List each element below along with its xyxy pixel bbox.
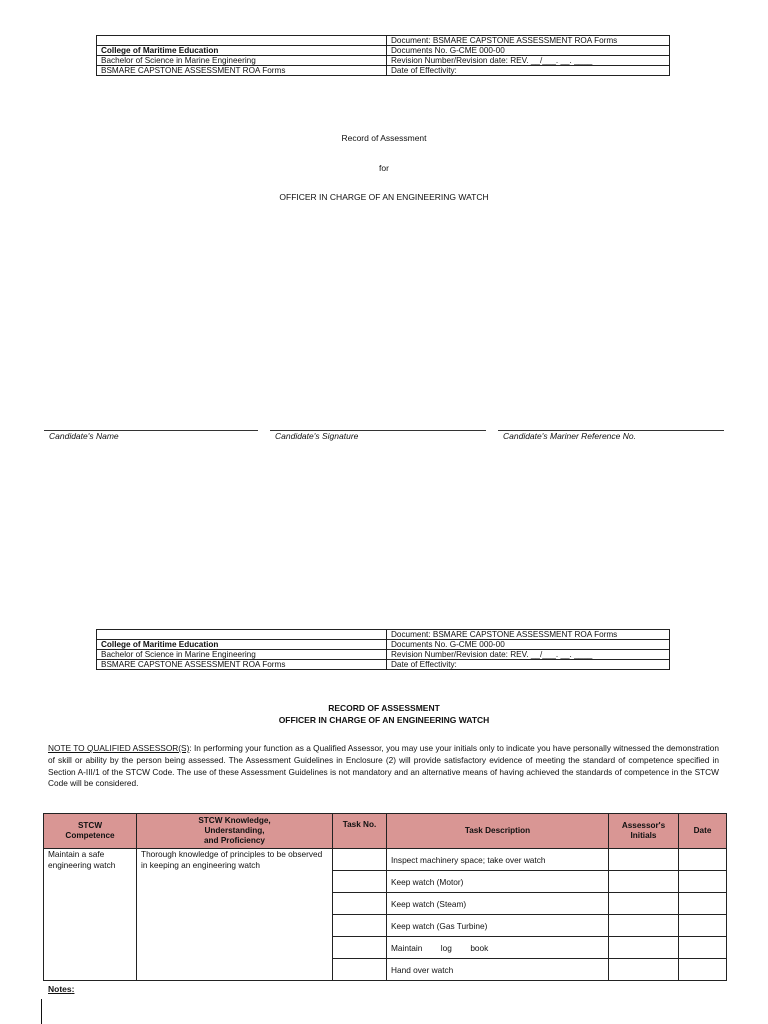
date-cell[interactable] — [679, 937, 727, 959]
candidate-name-label: Candidate's Name — [49, 431, 119, 441]
task-description-cell: Keep watch (Gas Turbine) — [387, 915, 609, 937]
initials-cell[interactable] — [609, 915, 679, 937]
header-document-title: Document: BSMARE CAPSTONE ASSESSMENT ROA Forms — [387, 630, 670, 640]
task-no-cell[interactable] — [333, 937, 387, 959]
initials-cell[interactable] — [609, 959, 679, 981]
date-cell[interactable] — [679, 849, 727, 871]
header-program: Bachelor of Science in Marine Engineering — [97, 56, 387, 66]
header-assessor-initials: Assessor's Initials — [609, 814, 679, 849]
cover-subtitle: OFFICER IN CHARGE OF AN ENGINEERING WATCH — [279, 192, 489, 202]
header-program: Bachelor of Science in Marine Engineering — [97, 650, 387, 660]
header-college: College of Maritime Education — [97, 46, 387, 56]
task-no-cell[interactable] — [333, 871, 387, 893]
notes-label: Notes: — [48, 984, 75, 994]
header-task-description: Task Description — [387, 814, 609, 849]
header-document-number: Documents No. G-CME 000-00 — [387, 46, 670, 56]
header-revision: Revision Number/Revision date: REV. __/___. __. ____ — [387, 56, 670, 66]
document-header-top — [96, 35, 670, 76]
knowledge-cell: Thorough knowledge of principles to be observed in keeping an engineering watch — [137, 849, 333, 981]
document-header-second — [96, 629, 670, 670]
header-forms: BSMARE CAPSTONE ASSESSMENT ROA Forms — [97, 66, 387, 76]
task-no-cell[interactable] — [333, 893, 387, 915]
text-cursor — [41, 999, 42, 1024]
section-title: RECORD OF ASSESSMENT — [328, 703, 440, 713]
date-cell[interactable] — [679, 959, 727, 981]
assessor-note-label: NOTE TO QUALIFIED ASSESSOR(S) — [48, 743, 190, 753]
assessor-note — [48, 743, 719, 790]
cover-for: for — [379, 163, 389, 173]
assessment-table — [43, 813, 727, 981]
header-college: College of Maritime Education — [97, 640, 387, 650]
header-cell-empty — [97, 630, 387, 640]
header-document-number: Documents No. G-CME 000-00 — [387, 640, 670, 650]
header-effectivity: Date of Effectivity: — [387, 66, 670, 76]
header-stcw-knowledge: STCW Knowledge, Understanding, and Proficiency — [137, 814, 333, 849]
task-description-cell: Hand over watch — [387, 959, 609, 981]
date-cell[interactable] — [679, 893, 727, 915]
mariner-reference-label: Candidate's Mariner Reference No. — [503, 431, 636, 441]
section-subtitle: OFFICER IN CHARGE OF AN ENGINEERING WATCH — [278, 715, 490, 725]
header-cell-empty — [97, 36, 387, 46]
header-document-title: Document: BSMARE CAPSTONE ASSESSMENT ROA Forms — [387, 36, 670, 46]
header-stcw-competence: STCW Competence — [44, 814, 137, 849]
task-description-cell: Inspect machinery space; take over watch — [387, 849, 609, 871]
task-no-cell[interactable] — [333, 849, 387, 871]
cover-title: Record of Assessment — [341, 133, 427, 143]
initials-cell[interactable] — [609, 893, 679, 915]
header-revision: Revision Number/Revision date: REV. __/___. __. ____ — [387, 650, 670, 660]
table-row — [44, 849, 727, 871]
task-no-cell[interactable] — [333, 959, 387, 981]
competence-cell: Maintain a safe engineering watch — [44, 849, 137, 981]
task-no-cell[interactable] — [333, 915, 387, 937]
initials-cell[interactable] — [609, 871, 679, 893]
header-effectivity: Date of Effectivity: — [387, 660, 670, 670]
initials-cell[interactable] — [609, 849, 679, 871]
task-description-cell: Maintain log book — [387, 937, 609, 959]
date-cell[interactable] — [679, 915, 727, 937]
date-cell[interactable] — [679, 871, 727, 893]
task-description-cell: Keep watch (Motor) — [387, 871, 609, 893]
header-date: Date — [679, 814, 727, 849]
initials-cell[interactable] — [609, 937, 679, 959]
header-task-no: Task No. — [333, 814, 387, 849]
assessor-note-text: : In performing your function as a Qualified Assessor, you may use your initials only to indicate you have personally witnessed the demonstration of skill or ability by the person being assessed. The Assessment Guidelines in Enclosure (2) will provide satisfactory evidence of meeting the standard of competence specified in Section A-III/1 of the STCW Code. The use of these Assessment Guidelines is not mandatory and an alternative means of having achieved the standards of competence in the STCW Code will be considered. — [48, 743, 719, 789]
header-forms: BSMARE CAPSTONE ASSESSMENT ROA Forms — [97, 660, 387, 670]
candidate-signature-label: Candidate's Signature — [275, 431, 359, 441]
task-description-cell: Keep watch (Steam) — [387, 893, 609, 915]
